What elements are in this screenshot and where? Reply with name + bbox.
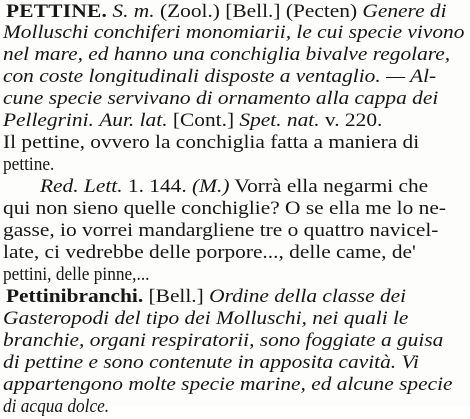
text-line bbox=[3, 65, 436, 89]
italic-text: Pellegrini. bbox=[3, 110, 94, 131]
text-run: v. 220. bbox=[319, 110, 383, 131]
text-line bbox=[40, 175, 428, 199]
italic-text: Genere di bbox=[362, 1, 447, 22]
italic-text: di acqua dolce. bbox=[3, 396, 110, 417]
text-line bbox=[3, 307, 408, 331]
headword: Pettinibranchi. bbox=[6, 286, 144, 307]
italic-text: cune specie servivano di ornamento alla cappa dei bbox=[3, 88, 439, 109]
text-line bbox=[3, 395, 109, 419]
text-line bbox=[3, 131, 419, 155]
italic-text: branchie, organi respiratorii, sono foggiate a guisa bbox=[3, 330, 444, 351]
text-run: late, ci vedrebbe delle porpore..., delle came, de' bbox=[3, 242, 416, 263]
text-line bbox=[3, 263, 149, 287]
italic-text: Gasteropodi del tipo dei Molluschi, nei quali le bbox=[3, 308, 409, 329]
text-line bbox=[3, 109, 382, 133]
text-line bbox=[3, 373, 453, 397]
text-line bbox=[3, 241, 416, 265]
text-line bbox=[3, 153, 54, 177]
headword: PETTINE. bbox=[6, 1, 108, 22]
italic-text: Molluschi conchiferi monomiarii, le cui specie vivono bbox=[3, 22, 465, 43]
italic-text: Ordine della classe dei bbox=[209, 286, 407, 307]
italic-text: S. m. bbox=[112, 1, 155, 22]
italic-text: nel mare, ed hanno una conchiglia bivalve regolare, bbox=[3, 44, 451, 65]
text-run: 1. 144. bbox=[122, 176, 193, 197]
text-line bbox=[3, 351, 419, 375]
text-line bbox=[3, 87, 438, 111]
italic-text: Aur. lat. bbox=[99, 110, 168, 131]
text-line bbox=[6, 285, 406, 309]
italic-text: (M.) bbox=[192, 176, 230, 197]
italic-text: di pettine e sono contenute in apposita cavità. Vi bbox=[3, 352, 419, 373]
text-run: qui non sieno quelle conchiglie? O se ella me lo ne- bbox=[3, 198, 446, 219]
italic-text: appartengono molte specie marine, ed alcune specie bbox=[3, 374, 453, 395]
text-run: (Zool.) [Bell.] (Pecten) bbox=[154, 1, 363, 22]
text-line bbox=[3, 21, 464, 45]
text-run: gasse, io vorrei mandargliene tre o quattro navicel- bbox=[3, 220, 439, 241]
text-run: pettini, delle pinne,... bbox=[3, 264, 150, 285]
text-line bbox=[3, 329, 443, 353]
text-line bbox=[3, 43, 450, 67]
italic-text: Red. Lett. bbox=[40, 176, 123, 197]
text-run: Vorrà ella negarmi che bbox=[229, 176, 429, 197]
text-line bbox=[3, 197, 446, 221]
text-run: [Bell.] bbox=[143, 286, 210, 307]
italic-text: con coste longitudinali disposte a ventaglio. — Al- bbox=[3, 66, 437, 87]
italic-text: Spet. nat. bbox=[239, 110, 320, 131]
text-run: pettine. bbox=[3, 154, 55, 175]
text-line bbox=[3, 219, 438, 243]
text-run: [Cont.] bbox=[167, 110, 240, 131]
text-run: Il pettine, ovvero la conchiglia fatta a maniera di bbox=[3, 132, 420, 153]
